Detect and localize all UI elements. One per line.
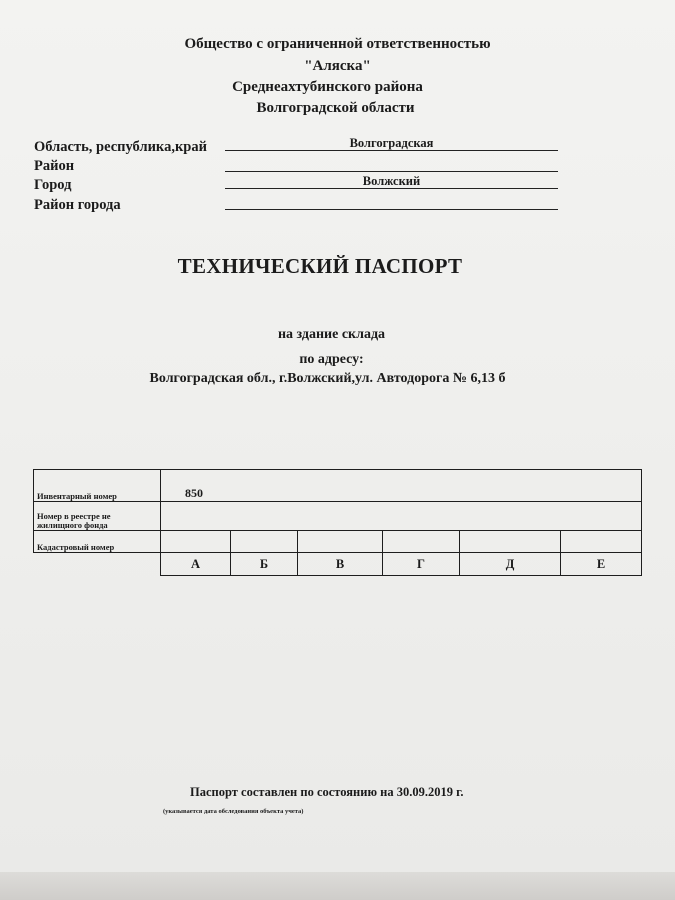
city-value: Волжский [225, 174, 558, 189]
letter-cell: А [161, 553, 231, 576]
address-label: по адресу: [299, 352, 364, 367]
cadastral-cell-g [383, 531, 460, 553]
cadastral-cell-b [231, 531, 298, 553]
inventory-row [34, 470, 642, 502]
letter-cell: В [298, 553, 383, 576]
document-title: ТЕХНИЧЕСКИЙ ПАСПОРТ [177, 254, 463, 278]
org-name-line-1: Общество с ограниченной ответственностью [184, 36, 491, 52]
cadastral-cell-d [460, 531, 561, 553]
letter-cell: Е [561, 553, 642, 576]
registry-row [34, 502, 642, 531]
district-value [225, 157, 558, 172]
inventory-value: 850 [161, 470, 642, 502]
address-value: Волгоградская обл., г.Волжский,ул. Автодорога № 6,13 б [149, 371, 506, 386]
compiled-date-note: (указывается дата обследования объекта учета) [163, 808, 304, 815]
letter-cell: Д [460, 553, 561, 576]
org-district-line: Среднеахтубинского района [232, 79, 423, 95]
cadastral-row [34, 531, 642, 553]
city-district-label: Район города [34, 197, 121, 213]
letter-cell: Б [231, 553, 298, 576]
org-region-line: Волгоградской области [256, 100, 415, 116]
letters-row [34, 553, 642, 576]
cadastral-cell-v [298, 531, 383, 553]
city-label: Город [34, 177, 72, 193]
paper-bottom-edge [0, 872, 675, 900]
registry-value [161, 502, 642, 531]
cadastral-cell-e [561, 531, 642, 553]
registry-table [33, 469, 642, 576]
registry-label: Номер в реестре не жилищного фонда [34, 502, 161, 531]
letter-cell: Г [383, 553, 460, 576]
region-label: Область, республика,край [34, 139, 207, 155]
district-label: Район [34, 158, 75, 174]
object-description: на здание склада [277, 327, 386, 342]
compiled-date-text: Паспорт составлен по состоянию на 30.09.2019 г. [190, 785, 464, 799]
region-value: Волгоградская [225, 136, 558, 151]
cadastral-cell-a [161, 531, 231, 553]
cadastral-label: Кадастровый номер [34, 531, 161, 553]
inventory-label: Инвентарный номер [34, 470, 161, 502]
org-name-line-2: "Аляска" [304, 58, 371, 74]
city-district-value [225, 195, 558, 210]
